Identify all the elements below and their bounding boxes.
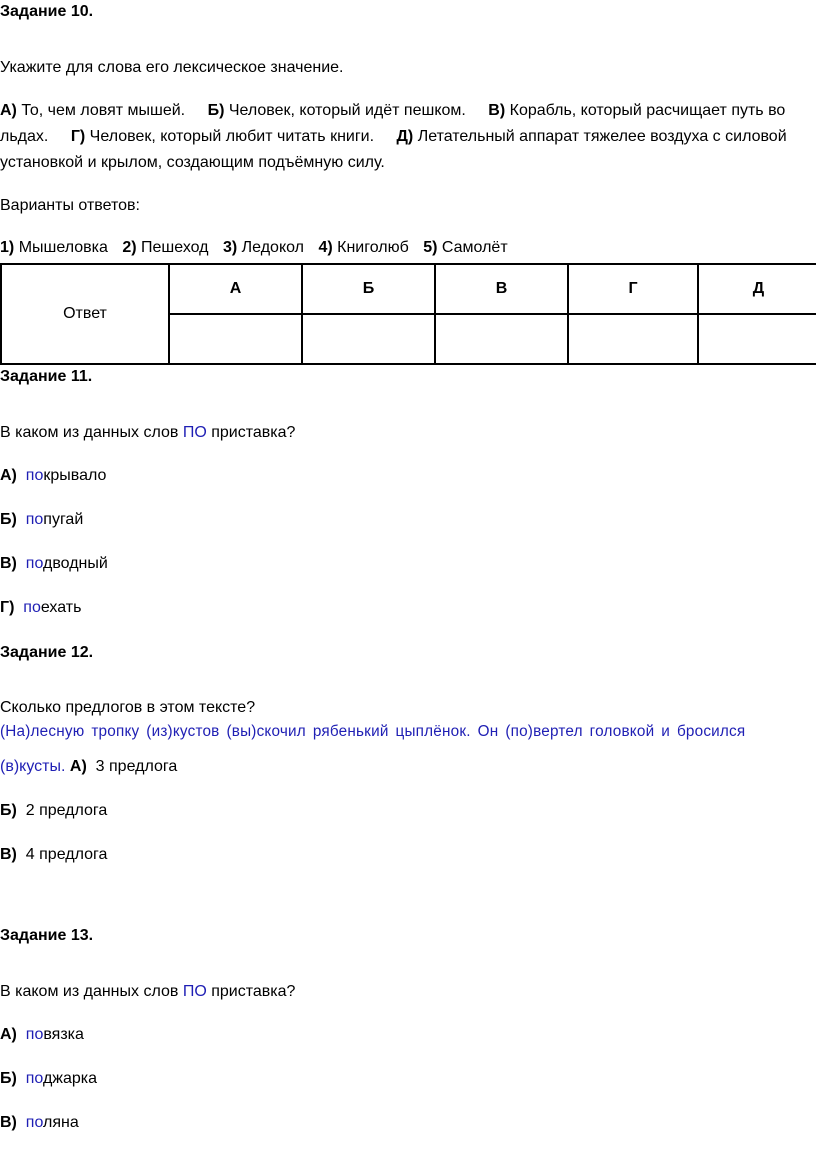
option-letter: В) xyxy=(0,555,17,572)
task13-option-b xyxy=(0,1069,97,1089)
option-letter: Г) xyxy=(0,599,15,616)
task11-option-v xyxy=(0,554,108,574)
task13-title: Задание 13. xyxy=(0,927,94,944)
answer-header-b: Б xyxy=(302,264,435,314)
item-text: Корабль, который расчищает путь во xyxy=(509,102,786,119)
question-text: В каком из данных слов xyxy=(0,424,183,441)
answer-text: Книголюб xyxy=(337,239,409,256)
option-letter: А) xyxy=(69,758,87,775)
answer-cell-v[interactable] xyxy=(435,314,568,364)
option-letter: Б) xyxy=(0,802,17,819)
option-text: 4 предлога xyxy=(25,846,108,863)
item-letter: В) xyxy=(488,102,506,119)
task12-title: Задание 12. xyxy=(0,644,94,661)
task12-text-line2 xyxy=(0,757,177,777)
answer-text: Ледокол xyxy=(241,239,304,256)
option-text: вязка xyxy=(43,1026,84,1043)
option-text: крывало xyxy=(43,467,107,484)
option-highlight: по xyxy=(23,599,41,616)
task10-variants-label: Варианты ответов: xyxy=(0,197,140,214)
task12-option-v xyxy=(0,845,107,865)
answer-header-d: Д xyxy=(698,264,816,314)
answer-table xyxy=(0,263,816,365)
option-text: 2 предлога xyxy=(25,802,108,819)
answer-row-label: Ответ xyxy=(1,264,169,364)
answer-header-g: Г xyxy=(568,264,698,314)
option-highlight: по xyxy=(25,511,44,528)
task10-title: Задание 10. xyxy=(0,3,94,20)
option-letter: В) xyxy=(0,846,17,863)
answer-num: 4) xyxy=(318,239,333,256)
task12-text-line1: (На)лесную тропку (из)кустов (вы)скочил рябенький цыплёнок. Он (по)вертел головкой и бросился xyxy=(0,723,746,740)
answer-cell-g[interactable] xyxy=(568,314,698,364)
answer-text: Пешеход xyxy=(141,239,209,256)
answer-text: Самолёт xyxy=(441,239,508,256)
item-text: Летательный аппарат тяжелее воздуха с силовой xyxy=(417,128,787,145)
question-highlight: ПО xyxy=(182,424,207,441)
question-text: приставка? xyxy=(206,424,296,441)
question-text: приставка? xyxy=(206,983,296,1000)
answer-cell-b[interactable] xyxy=(302,314,435,364)
task10-question: Укажите для слова его лексическое значение. xyxy=(0,59,344,76)
answer-num: 3) xyxy=(222,239,238,256)
item-text: льдах. xyxy=(0,128,49,145)
answer-header-a: А xyxy=(169,264,302,314)
answer-num: 5) xyxy=(423,239,438,256)
option-text: пугай xyxy=(43,511,84,528)
option-letter: Б) xyxy=(0,1070,17,1087)
option-text: 3 предлога xyxy=(95,758,178,775)
item-letter: Г) xyxy=(70,128,86,145)
option-highlight: по xyxy=(25,467,44,484)
option-letter: А) xyxy=(0,1026,17,1043)
task10-items-line2 xyxy=(0,127,787,147)
question-text: В каком из данных слов xyxy=(0,983,183,1000)
task11-title: Задание 11. xyxy=(0,368,93,385)
answer-num: 2) xyxy=(122,239,137,256)
option-text: ляна xyxy=(43,1114,79,1131)
item-text: Человек, который любит читать книги. xyxy=(89,128,375,145)
option-text: ехать xyxy=(40,599,82,616)
item-letter: Б) xyxy=(207,102,225,119)
task10-items-line3: установкой и крылом, создающим подъёмную силу. xyxy=(0,154,385,171)
option-letter: А) xyxy=(0,467,17,484)
task11-option-b xyxy=(0,510,83,530)
answer-cell-a[interactable] xyxy=(169,314,302,364)
option-letter: В) xyxy=(0,1114,17,1131)
task11-option-a xyxy=(0,466,106,486)
passage-text: (в)кусты. xyxy=(0,758,66,775)
item-letter: Д) xyxy=(396,128,414,145)
answer-header-v: В xyxy=(435,264,568,314)
answer-num: 1) xyxy=(0,239,15,256)
item-letter: А) xyxy=(0,102,17,119)
option-highlight: по xyxy=(25,1114,43,1131)
answer-cell-d[interactable] xyxy=(698,314,816,364)
option-text: дводный xyxy=(43,555,108,572)
item-text: Человек, который идёт пешком. xyxy=(228,102,466,119)
option-highlight: по xyxy=(25,1026,44,1043)
task13-question xyxy=(0,982,295,1002)
task12-question: Сколько предлогов в этом тексте? xyxy=(0,699,256,716)
item-text: То, чем ловят мышей. xyxy=(21,102,186,119)
option-highlight: по xyxy=(25,1070,43,1087)
task13-option-a xyxy=(0,1025,84,1045)
task13-option-v xyxy=(0,1113,79,1133)
task10-answers xyxy=(0,238,508,258)
option-letter: Б) xyxy=(0,511,17,528)
task12-option-b xyxy=(0,801,107,821)
task11-option-g xyxy=(0,598,81,618)
answer-text: Мышеловка xyxy=(18,239,108,256)
task10-items-line1 xyxy=(0,101,785,121)
task11-question xyxy=(0,423,295,443)
option-highlight: по xyxy=(25,555,43,572)
question-highlight: ПО xyxy=(182,983,207,1000)
option-text: джарка xyxy=(42,1070,98,1087)
